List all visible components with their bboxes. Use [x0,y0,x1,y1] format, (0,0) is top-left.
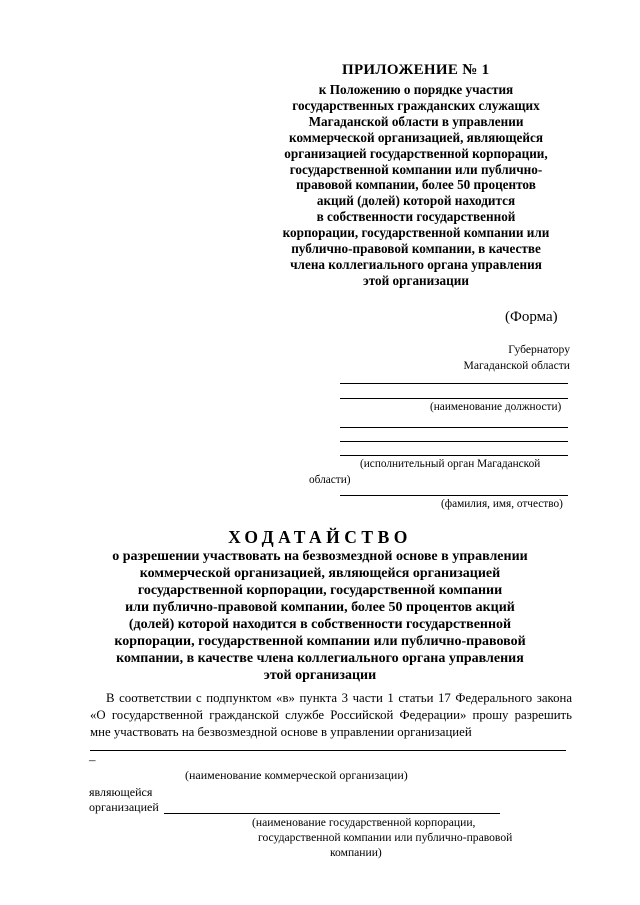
recipient-line-2: Магаданской области [463,359,570,372]
position-blank-line-2[interactable] [340,398,568,399]
petition-subtitle-line: о разрешении участвовать на безвозмездной основе в управлении [112,549,528,564]
petition-subtitle-line: корпорации, государственной компании или публично-правовой [114,634,526,649]
name-caption: (фамилия, имя, отчество) [441,498,563,510]
petition-subtitle-line: или публично-правовой компании, более 50 процентов акций [125,600,515,615]
appendix-subtitle-line: правовой компании, более 50 процентов [296,177,536,193]
appendix-subtitle-line: к Положению о порядке участия [318,82,514,97]
appendix-subtitle-line: организацией государственной корпорации, [284,145,548,161]
appendix-subtitle-line: государственной компании или публично- [289,161,543,177]
body-caption-2: области) [309,474,351,486]
corporation-caption-2: государственной компании или публично-правовой [258,831,513,844]
appendix-subtitle-line: члена коллегиального органа управления [290,256,542,272]
position-blank-line-1[interactable] [340,383,568,384]
name-blank-line[interactable] [340,495,568,496]
appendix-subtitle-line: в собственности государственной [316,209,516,225]
body-blank-line-3[interactable] [340,455,568,456]
appendix-subtitle-line: корпорации, государственной компании или [282,225,550,241]
appendix-subtitle-line: этой организации [363,272,469,288]
petition-subtitle-line: (долей) которой находится в собственности государственной [128,617,512,632]
petition-subtitle-line: этой организации [263,668,377,683]
corporation-caption-3: компании) [330,846,382,859]
petition-subtitle-line: коммерческой организацией, являющейся организацией [139,566,501,581]
appendix-title: ПРИЛОЖЕНИЕ № 1 [342,62,490,78]
petition-title: ХОДАТАЙСТВО [228,527,412,547]
petition-subtitle-line: компании, в качестве члена коллегиального органа управления [116,651,524,666]
being-label-2: организацией [89,800,159,814]
body-caption-1: (исполнительный орган Магаданской [360,458,541,470]
recipient-line-1: Губернатору [508,343,570,356]
appendix-subtitle-line: государственных гражданских служащих [292,97,540,113]
petition-body [90,690,572,741]
organization-caption: (наименование коммерческой организации) [185,768,408,782]
body-blank-line-2[interactable] [340,441,568,442]
petition-body-text: В соответствии с подпунктом «в» пункта 3 части 1 статьи 17 Федерального закона «О государственной гражданской службе Российской Федерации» прошу разрешить мне участвовать на безвозмездной основе в управлении организацией [90,691,572,739]
appendix-subtitle-line: публично-правовой компании, в качестве [291,241,541,257]
corporation-blank-line[interactable] [164,813,500,814]
appendix-subtitle [255,82,577,289]
appendix-subtitle-line: Магаданской области в управлении [308,113,524,129]
form-label: (Форма) [505,309,558,325]
body-blank-line-1[interactable] [340,427,568,428]
being-label-1: являющейся [89,785,153,799]
appendix-subtitle-line: коммерческой организацией, являющейся [289,129,543,145]
petition-subtitle [100,548,540,684]
dash-mark: – [89,752,96,767]
appendix-subtitle-line: акций (долей) которой находится [316,193,516,209]
petition-subtitle-line: государственной корпорации, государственной компании [137,583,503,598]
organization-blank-line[interactable] [90,750,566,751]
corporation-caption-1: (наименование государственной корпорации, [252,816,476,829]
position-caption: (наименование должности) [430,401,562,413]
recipient-block [464,342,570,374]
